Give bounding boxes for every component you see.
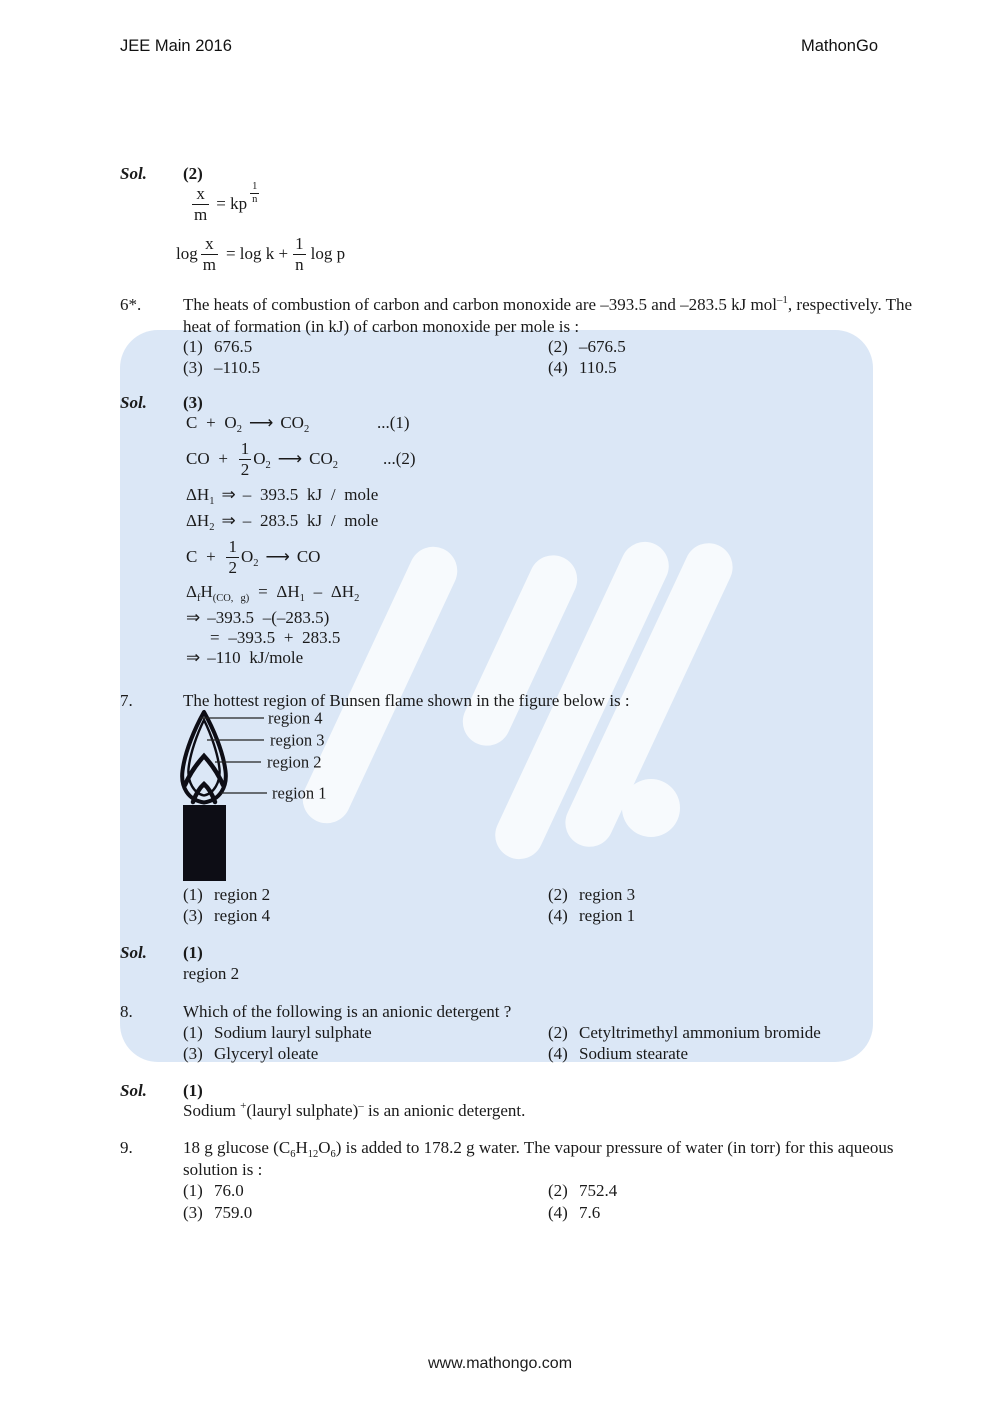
fraction-1-n: $\frac{1}{n}$ <box>295 234 304 274</box>
question-9-text-line2: solution is : <box>183 1160 263 1179</box>
question-6-text-line2: heat of formation (in kJ) of carbon monoxide per mole is : <box>183 317 580 336</box>
sol-label: Sol. <box>120 393 147 412</box>
q6-option-3 <box>183 357 548 378</box>
q8-option-4 <box>548 1044 688 1063</box>
flame-label-region2: region 2 <box>267 752 322 772</box>
q9-option-2 <box>548 1181 617 1200</box>
sol-answer: (1) <box>183 943 203 962</box>
reaction-1: $C + O_2$ ⟶ $CO_2$ ...(1) <box>186 413 410 435</box>
q9-option-1 <box>183 1180 548 1201</box>
mathongo-logo-dot <box>622 779 680 837</box>
q8-option-1 <box>183 1022 548 1043</box>
option-number: (2) <box>548 337 568 356</box>
option-number: (1) <box>183 337 203 356</box>
q6-option-4 <box>548 358 617 377</box>
q6-solution-row <box>120 392 203 414</box>
option-number: (2) <box>548 1181 568 1200</box>
equation-tag: ...(2) <box>383 449 416 468</box>
page-header <box>120 37 878 56</box>
option-text: 110.5 <box>579 358 617 377</box>
q6-option-2 <box>548 337 626 356</box>
q9-option-4 <box>548 1203 600 1222</box>
long-right-arrow: ⟶ <box>277 449 303 468</box>
flame-lower-cone <box>193 784 215 802</box>
q9-option-3 <box>183 1202 548 1223</box>
flame-label-region3: region 3 <box>270 730 325 750</box>
superscript-minus-1: –1 <box>776 294 788 306</box>
q8-option-3 <box>183 1043 548 1064</box>
option-number: (4) <box>548 1203 568 1222</box>
website-url: www.mathongo.com <box>427 1355 573 1372</box>
question-number: 8. <box>120 1002 133 1021</box>
fraction-x-m: $\frac{x}{m}$ <box>194 184 208 224</box>
q7-option-3 <box>183 905 548 926</box>
superscript-minus: – <box>358 1100 364 1112</box>
q7-option-2 <box>548 885 635 904</box>
q8-option-2 <box>548 1023 821 1042</box>
option-text: 7.6 <box>579 1203 601 1222</box>
option-text: region 2 <box>214 885 271 904</box>
implies-arrow: ⇒ <box>221 511 236 530</box>
sol-label: Sol. <box>120 943 147 962</box>
option-text: –676.5 <box>579 337 626 356</box>
q7-solution-row <box>120 942 203 964</box>
exam-title: JEE Main 2016 <box>120 37 232 55</box>
q7-option-4 <box>548 906 635 925</box>
question-9-text-line1: 18 g glucose $(C_6H_{12}O_6)$ is added to 178.2 g water. The vapour pressure of water (in torr) for this aqueous <box>183 1138 894 1160</box>
long-right-arrow: ⟶ <box>248 413 274 432</box>
question-8 <box>120 1001 511 1023</box>
q7-options-row-1 <box>183 884 635 905</box>
question-number: 9. <box>120 1138 133 1157</box>
option-number: (1) <box>183 885 203 904</box>
option-number: (4) <box>548 1044 568 1063</box>
equation-tag: ...(1) <box>377 413 410 432</box>
option-number: (3) <box>183 906 203 925</box>
option-text: Sodium lauryl sulphate <box>214 1023 372 1042</box>
equation-text: = log k + <box>225 244 289 263</box>
reaction-2: CO + $\frac{1}{2}$ $O_2$ ⟶ $CO_2$ ...(2) <box>186 439 416 479</box>
q6-options-row-1 <box>183 336 626 357</box>
option-number: (3) <box>183 1203 203 1222</box>
option-text: region 1 <box>579 906 636 925</box>
q7-options-row-2 <box>183 905 635 926</box>
implies-arrow: ⇒ <box>221 485 236 504</box>
long-right-arrow: ⟶ <box>265 547 290 566</box>
sol-answer: (2) <box>183 164 203 183</box>
question-6-text-line1: The heats of combustion of carbon and carbon monoxide are –393.5 and –283.5 kJ mol$^{-1}$, respectively. The <box>183 294 913 314</box>
q7-option-1 <box>183 884 548 905</box>
option-number: (4) <box>548 358 568 377</box>
brand-name: MathonGo <box>800 37 878 55</box>
q6-option-1 <box>183 336 548 357</box>
log-equation <box>176 233 345 275</box>
q8-solution-text: Sodium +(lauryl sulphate)– is an anionic detergent. <box>183 1100 526 1120</box>
reaction-3: C + $\frac{1}{2}$ $O_2$ ⟶ CO <box>186 537 321 577</box>
option-number: (1) <box>183 1181 203 1200</box>
option-text: region 4 <box>214 906 271 925</box>
sol-answer: (1) <box>183 1081 203 1100</box>
option-text: 759.0 <box>214 1203 253 1222</box>
option-number: (3) <box>183 358 203 377</box>
equation-text: = kp <box>216 194 248 213</box>
sol-answer: (3) <box>183 393 203 412</box>
q8-solution-row <box>120 1080 203 1102</box>
option-text: Glyceryl oleate <box>214 1044 319 1063</box>
sol-label: Sol. <box>120 164 147 183</box>
q7-solution-text: region 2 <box>183 964 240 983</box>
burner-tube <box>183 805 226 881</box>
question-number: 7. <box>120 691 133 710</box>
q9-options-row-2 <box>183 1202 600 1223</box>
equation-text: log p <box>310 244 346 263</box>
option-number: (2) <box>548 1023 568 1042</box>
freundlich-equation <box>190 183 259 225</box>
formation-enthalpy-line: $\Delta_fH_{(CO, g)} = \Delta H_1 - \Delta H_2$ <box>186 582 360 604</box>
option-text: Sodium stearate <box>579 1044 689 1063</box>
flame-label-region4: region 4 <box>268 708 323 728</box>
option-text: Cetyltrimethyl ammonium bromide <box>579 1023 821 1042</box>
option-text: 676.5 <box>214 337 253 356</box>
option-number: (4) <box>548 906 568 925</box>
q9-options-row-1 <box>183 1180 617 1201</box>
sol-label: Sol. <box>120 1081 147 1100</box>
fraction-1-2: $\frac{1}{2}$ <box>228 537 237 577</box>
question-number: 6*. <box>120 295 142 314</box>
implies-arrow: ⇒ <box>186 648 201 667</box>
solution-top-row <box>120 163 203 185</box>
option-number: (1) <box>183 1023 203 1042</box>
q6-options-row-2 <box>183 357 617 378</box>
calc-line-1: ⇒ –393.5 –(–283.5) <box>186 608 330 627</box>
option-text: 752.4 <box>579 1181 618 1200</box>
option-text: –110.5 <box>214 358 261 377</box>
option-number: (2) <box>548 885 568 904</box>
fraction-1-2: $\frac{1}{2}$ <box>240 439 250 479</box>
question-8-text: Which of the following is an anionic detergent ? <box>183 1002 512 1021</box>
implies-arrow: ⇒ <box>186 608 201 627</box>
question-9 <box>120 1137 893 1159</box>
delta-h2-line: $\Delta H_2$ ⇒ – 283.5 kJ / mole <box>186 511 379 533</box>
question-7-text: The hottest region of Bunsen flame shown in the figure below is : <box>183 691 630 710</box>
delta-h1-line: $\Delta H_1$ ⇒ – 393.5 kJ / mole <box>186 485 379 507</box>
q8-options-row-2 <box>183 1043 688 1064</box>
flame-label-region1: region 1 <box>272 783 327 803</box>
calc-result-line: ⇒ –110 kJ/mole <box>186 648 304 667</box>
q8-options-row-1 <box>183 1022 821 1043</box>
calc-line-2: = –393.5 + 283.5 <box>210 628 341 647</box>
question-6 <box>120 294 912 316</box>
bunsen-flame-figure <box>150 705 400 885</box>
option-text: region 3 <box>579 885 636 904</box>
superscript-plus: + <box>240 1100 247 1112</box>
option-text: 76.0 <box>214 1181 244 1200</box>
fraction-x-m: $\frac{x}{m}$ <box>202 234 216 274</box>
exponent-fraction-1-n: 1 n <box>252 181 258 206</box>
equation-text: log <box>176 244 198 263</box>
page-footer <box>0 1355 1000 1373</box>
option-number: (3) <box>183 1044 203 1063</box>
